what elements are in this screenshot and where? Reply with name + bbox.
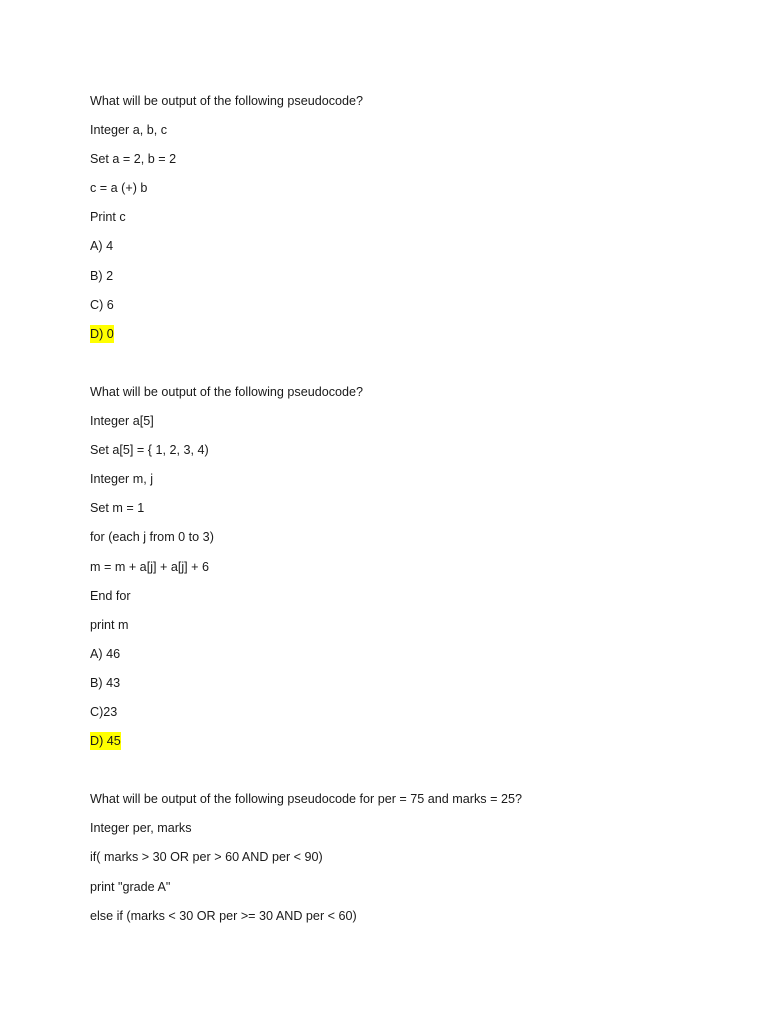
code-line: Set a = 2, b = 2 — [90, 152, 177, 167]
code-line: Integer a, b, c — [90, 123, 168, 138]
code-line: if( marks > 30 OR per > 60 AND per < 90) — [90, 850, 323, 865]
option-b: B) 2 — [90, 268, 114, 283]
question-3-prompt: What will be output of the following pseudocode for per = 75 and marks = 25? — [90, 792, 522, 807]
code-line: else if (marks < 30 OR per >= 30 AND per < 60) — [90, 908, 357, 923]
option-a: A) 46 — [90, 646, 121, 661]
option-d-answer — [90, 325, 730, 354]
option-c: C)23 — [90, 704, 118, 719]
code-line: print "grade A" — [90, 879, 171, 894]
question-1-prompt: What will be output of the following pseudocode? — [90, 94, 364, 108]
document-content — [90, 92, 730, 936]
option-c: C) 6 — [90, 297, 114, 312]
code-line: for (each j from 0 to 3) — [90, 530, 214, 545]
spacer — [90, 761, 730, 790]
code-line: Integer per, marks — [90, 821, 192, 836]
code-line: print m — [90, 617, 129, 632]
code-line: End for — [90, 588, 131, 603]
code-line: c = a (+) b — [90, 181, 148, 196]
answer-highlight: D) 45 — [90, 734, 121, 749]
question-2-prompt: What will be output of the following pseudocode? — [90, 384, 364, 399]
code-line: Set m = 1 — [90, 501, 145, 516]
code-line: Print c — [90, 210, 126, 225]
code-line: m = m + a[j] + a[j] + 6 — [90, 559, 209, 574]
answer-highlight: D) 0 — [90, 326, 114, 341]
option-b: B) 43 — [90, 675, 121, 690]
spacer — [90, 354, 730, 383]
code-line: Integer a[5] — [90, 414, 154, 429]
option-a: A) 4 — [90, 239, 114, 254]
code-line: Integer m, j — [90, 472, 153, 487]
code-line: Set a[5] = { 1, 2, 3, 4) — [90, 443, 209, 458]
option-d-answer — [90, 732, 730, 761]
